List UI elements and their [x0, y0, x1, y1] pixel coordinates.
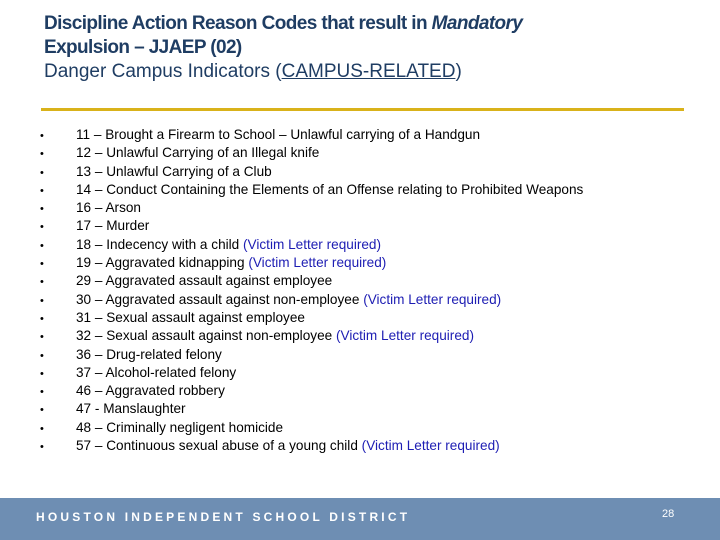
list-item-text: 16 – Arson [76, 200, 141, 216]
list-item-text: 14 – Conduct Containing the Elements of an Offense relating to Prohibited Weapons [76, 181, 584, 197]
list-item-text: 37 – Alcohol-related felony [76, 364, 237, 380]
slide-title [44, 12, 684, 84]
bullet-icon: • [40, 386, 44, 399]
title-line-1 [44, 12, 684, 36]
victim-letter-note: (Victim Letter required) [248, 255, 387, 271]
title-line-1-text: Discipline Action Reason Codes that result in [44, 13, 432, 34]
bullet-icon: • [40, 367, 44, 380]
list-item [40, 199, 583, 217]
list-item-text: 36 – Drug-related felony [76, 346, 222, 362]
list-item [40, 181, 583, 199]
list-item [40, 144, 583, 162]
list-item-text: 19 – Aggravated kidnapping [76, 255, 249, 271]
bullet-icon: • [40, 221, 44, 234]
list-item [40, 126, 583, 144]
list-item [40, 217, 583, 235]
list-item-text: 57 – Continuous sexual abuse of a young child [76, 438, 362, 454]
list-item-text: 18 – Indecency with a child [76, 236, 244, 252]
bullet-icon: • [40, 184, 44, 197]
list-item-text: 31 – Sexual assault against employee [76, 309, 305, 325]
district-wordmark: HOUSTON INDEPENDENT SCHOOL DISTRICT [36, 510, 411, 524]
title-line-1-italic: Mandatory [431, 13, 523, 34]
bullet-icon: • [40, 258, 44, 271]
slide-subtitle [44, 60, 684, 84]
bullet-icon: • [40, 441, 44, 454]
bullet-icon: • [40, 276, 44, 289]
list-item [40, 291, 583, 309]
list-item [40, 346, 583, 364]
list-item [40, 309, 583, 327]
list-item-text: 30 – Aggravated assault against non-employee [76, 291, 364, 307]
page-number: 28 [662, 508, 675, 520]
list-item [40, 400, 583, 418]
reason-code-list [40, 126, 583, 455]
list-item [40, 163, 583, 181]
list-item-text: 32 – Sexual assault against non-employee [76, 328, 336, 344]
list-item [40, 254, 583, 272]
list-item [40, 419, 583, 437]
list-item [40, 437, 583, 455]
title-divider [41, 108, 684, 111]
list-item [40, 327, 583, 345]
footer-bar [0, 498, 720, 540]
list-item [40, 382, 583, 400]
bullet-icon: • [40, 404, 44, 417]
victim-letter-note: (Victim Letter required) [335, 328, 474, 344]
bullet-icon: • [40, 312, 44, 325]
subtitle-post: ) [455, 61, 462, 82]
list-item [40, 272, 583, 290]
list-item-text: 11 – Brought a Firearm to School – Unlawful carrying of a Handgun [76, 127, 481, 142]
victim-letter-note: (Victim Letter required) [361, 438, 500, 454]
title-line-2: Expulsion – JJAEP (02) [44, 37, 242, 58]
list-item-text: 47 - Manslaughter [76, 401, 186, 417]
list-item-text: 17 – Murder [76, 218, 150, 234]
list-item-text: 48 – Criminally negligent homicide [76, 419, 284, 435]
bullet-icon: • [40, 331, 44, 344]
list-item-text: 13 – Unlawful Carrying of a Club [76, 163, 272, 179]
list-item-text: 29 – Aggravated assault against employee [76, 273, 333, 289]
bullet-icon: • [40, 294, 44, 307]
bullet-icon: • [40, 130, 44, 142]
bullet-icon: • [40, 166, 44, 179]
bullet-icon: • [40, 349, 44, 362]
list-item-text: 12 – Unlawful Carrying of an Illegal knife [76, 145, 320, 161]
victim-letter-note: (Victim Letter required) [363, 291, 502, 307]
bullet-icon: • [40, 422, 44, 435]
list-item-text: 46 – Aggravated robbery [76, 383, 225, 399]
subtitle-pre: Danger Campus Indicators ( [44, 61, 282, 82]
bullet-icon: • [40, 239, 44, 252]
list-item [40, 364, 583, 382]
list-item [40, 236, 583, 254]
victim-letter-note: (Victim Letter required) [243, 236, 382, 252]
bullet-icon: • [40, 203, 44, 216]
subtitle-underlined: CAMPUS-RELATED [281, 61, 456, 82]
bullet-icon: • [40, 148, 44, 161]
